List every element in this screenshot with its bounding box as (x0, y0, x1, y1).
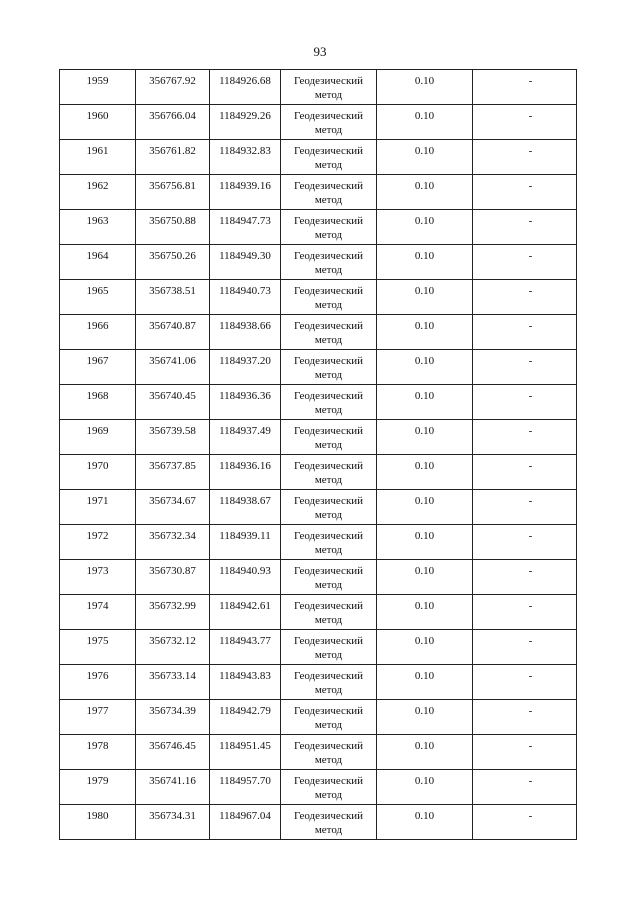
accuracy-cell: 0.10 (377, 210, 473, 245)
point-number-cell: 1964 (60, 245, 136, 280)
note-cell: - (473, 735, 577, 770)
accuracy-cell: 0.10 (377, 770, 473, 805)
accuracy-cell: 0.10 (377, 385, 473, 420)
accuracy-cell: 0.10 (377, 315, 473, 350)
method-line-2: метод (314, 299, 343, 311)
method-cell (281, 140, 377, 175)
table-row (60, 245, 577, 280)
method-cell (281, 420, 377, 455)
x-coordinate-cell: 356734.39 (136, 700, 210, 735)
method-line-1: Геодезический (293, 775, 364, 787)
accuracy-cell: 0.10 (377, 280, 473, 315)
accuracy-cell: 0.10 (377, 805, 473, 840)
y-coordinate-cell: 1184940.93 (210, 560, 281, 595)
point-number-cell: 1972 (60, 525, 136, 560)
point-number-cell: 1980 (60, 805, 136, 840)
method-line-2: метод (314, 369, 343, 381)
table-row (60, 595, 577, 630)
table-row (60, 770, 577, 805)
point-number-cell: 1971 (60, 490, 136, 525)
note-cell: - (473, 630, 577, 665)
note-cell: - (473, 385, 577, 420)
x-coordinate-cell: 356732.12 (136, 630, 210, 665)
note-cell: - (473, 455, 577, 490)
x-coordinate-cell: 356734.31 (136, 805, 210, 840)
method-cell (281, 350, 377, 385)
method-line-2: метод (314, 124, 343, 136)
y-coordinate-cell: 1184943.83 (210, 665, 281, 700)
y-coordinate-cell: 1184929.26 (210, 105, 281, 140)
method-cell (281, 525, 377, 560)
note-cell: - (473, 105, 577, 140)
point-number-cell: 1975 (60, 630, 136, 665)
y-coordinate-cell: 1184942.61 (210, 595, 281, 630)
note-cell: - (473, 70, 577, 105)
table-row (60, 805, 577, 840)
method-line-1: Геодезический (293, 460, 364, 472)
method-line-1: Геодезический (293, 740, 364, 752)
accuracy-cell: 0.10 (377, 140, 473, 175)
note-cell: - (473, 805, 577, 840)
y-coordinate-cell: 1184942.79 (210, 700, 281, 735)
accuracy-cell: 0.10 (377, 70, 473, 105)
method-line-1: Геодезический (293, 75, 364, 87)
method-cell (281, 385, 377, 420)
accuracy-cell: 0.10 (377, 105, 473, 140)
x-coordinate-cell: 356756.81 (136, 175, 210, 210)
method-line-1: Геодезический (293, 600, 364, 612)
x-coordinate-cell: 356741.16 (136, 770, 210, 805)
method-line-2: метод (314, 89, 343, 101)
table-row (60, 385, 577, 420)
method-line-2: метод (314, 159, 343, 171)
table-row (60, 140, 577, 175)
accuracy-cell: 0.10 (377, 595, 473, 630)
method-line-1: Геодезический (293, 565, 364, 577)
x-coordinate-cell: 356737.85 (136, 455, 210, 490)
method-cell (281, 630, 377, 665)
method-line-2: метод (314, 754, 343, 766)
accuracy-cell: 0.10 (377, 175, 473, 210)
accuracy-cell: 0.10 (377, 525, 473, 560)
method-line-2: метод (314, 649, 343, 661)
y-coordinate-cell: 1184938.66 (210, 315, 281, 350)
y-coordinate-cell: 1184936.36 (210, 385, 281, 420)
x-coordinate-cell: 356738.51 (136, 280, 210, 315)
method-cell (281, 805, 377, 840)
note-cell: - (473, 315, 577, 350)
accuracy-cell: 0.10 (377, 700, 473, 735)
method-cell (281, 280, 377, 315)
x-coordinate-cell: 356761.82 (136, 140, 210, 175)
accuracy-cell: 0.10 (377, 245, 473, 280)
method-line-1: Геодезический (293, 285, 364, 297)
accuracy-cell: 0.10 (377, 630, 473, 665)
y-coordinate-cell: 1184938.67 (210, 490, 281, 525)
method-line-2: метод (314, 439, 343, 451)
method-line-1: Геодезический (293, 635, 364, 647)
point-number-cell: 1974 (60, 595, 136, 630)
method-cell (281, 560, 377, 595)
table-row (60, 665, 577, 700)
note-cell: - (473, 595, 577, 630)
y-coordinate-cell: 1184967.04 (210, 805, 281, 840)
method-line-2: метод (314, 824, 343, 836)
method-line-2: метод (314, 719, 343, 731)
method-line-2: метод (314, 684, 343, 696)
method-cell (281, 455, 377, 490)
method-line-1: Геодезический (293, 320, 364, 332)
note-cell: - (473, 175, 577, 210)
page-number: 93 (313, 44, 327, 59)
method-line-2: метод (314, 509, 343, 521)
method-line-2: метод (314, 544, 343, 556)
y-coordinate-cell: 1184932.83 (210, 140, 281, 175)
x-coordinate-cell: 356734.67 (136, 490, 210, 525)
note-cell: - (473, 210, 577, 245)
method-line-1: Геодезический (293, 145, 364, 157)
table-row (60, 735, 577, 770)
note-cell: - (473, 280, 577, 315)
table-row (60, 560, 577, 595)
y-coordinate-cell: 1184939.16 (210, 175, 281, 210)
point-number-cell: 1963 (60, 210, 136, 245)
table-row (60, 70, 577, 105)
note-cell: - (473, 770, 577, 805)
method-line-2: метод (314, 579, 343, 591)
point-number-cell: 1965 (60, 280, 136, 315)
point-number-cell: 1961 (60, 140, 136, 175)
method-cell (281, 70, 377, 105)
note-cell: - (473, 245, 577, 280)
x-coordinate-cell: 356732.99 (136, 595, 210, 630)
method-cell (281, 210, 377, 245)
method-line-1: Геодезический (293, 530, 364, 542)
table-body (60, 70, 577, 840)
y-coordinate-cell: 1184940.73 (210, 280, 281, 315)
x-coordinate-cell: 356740.45 (136, 385, 210, 420)
table-row (60, 490, 577, 525)
accuracy-cell: 0.10 (377, 560, 473, 595)
y-coordinate-cell: 1184957.70 (210, 770, 281, 805)
method-line-1: Геодезический (293, 390, 364, 402)
note-cell: - (473, 665, 577, 700)
point-number-cell: 1962 (60, 175, 136, 210)
note-cell: - (473, 560, 577, 595)
point-number-cell: 1959 (60, 70, 136, 105)
method-cell (281, 315, 377, 350)
method-line-2: метод (314, 614, 343, 626)
method-cell (281, 770, 377, 805)
method-line-1: Геодезический (293, 425, 364, 437)
table-row (60, 315, 577, 350)
x-coordinate-cell: 356741.06 (136, 350, 210, 385)
y-coordinate-cell: 1184939.11 (210, 525, 281, 560)
table-row (60, 210, 577, 245)
y-coordinate-cell: 1184937.49 (210, 420, 281, 455)
note-cell: - (473, 525, 577, 560)
x-coordinate-cell: 356767.92 (136, 70, 210, 105)
note-cell: - (473, 140, 577, 175)
method-line-1: Геодезический (293, 705, 364, 717)
table-row (60, 630, 577, 665)
note-cell: - (473, 350, 577, 385)
method-line-1: Геодезический (293, 495, 364, 507)
x-coordinate-cell: 356740.87 (136, 315, 210, 350)
method-line-1: Геодезический (293, 250, 364, 262)
method-line-2: метод (314, 229, 343, 241)
y-coordinate-cell: 1184926.68 (210, 70, 281, 105)
method-cell (281, 245, 377, 280)
point-number-cell: 1967 (60, 350, 136, 385)
x-coordinate-cell: 356730.87 (136, 560, 210, 595)
method-cell (281, 175, 377, 210)
method-line-2: метод (314, 334, 343, 346)
method-cell (281, 700, 377, 735)
point-number-cell: 1979 (60, 770, 136, 805)
point-number-cell: 1976 (60, 665, 136, 700)
method-line-1: Геодезический (293, 180, 364, 192)
table-row (60, 525, 577, 560)
x-coordinate-cell: 356750.88 (136, 210, 210, 245)
x-coordinate-cell: 356732.34 (136, 525, 210, 560)
method-cell (281, 665, 377, 700)
table-row (60, 175, 577, 210)
table-row (60, 420, 577, 455)
x-coordinate-cell: 356739.58 (136, 420, 210, 455)
point-number-cell: 1977 (60, 700, 136, 735)
method-line-2: метод (314, 789, 343, 801)
point-number-cell: 1960 (60, 105, 136, 140)
point-number-cell: 1973 (60, 560, 136, 595)
method-line-2: метод (314, 264, 343, 276)
point-number-cell: 1968 (60, 385, 136, 420)
x-coordinate-cell: 356746.45 (136, 735, 210, 770)
point-number-cell: 1970 (60, 455, 136, 490)
note-cell: - (473, 420, 577, 455)
y-coordinate-cell: 1184951.45 (210, 735, 281, 770)
method-line-2: метод (314, 404, 343, 416)
accuracy-cell: 0.10 (377, 490, 473, 525)
method-line-1: Геодезический (293, 355, 364, 367)
point-number-cell: 1969 (60, 420, 136, 455)
method-cell (281, 735, 377, 770)
method-line-1: Геодезический (293, 110, 364, 122)
accuracy-cell: 0.10 (377, 420, 473, 455)
accuracy-cell: 0.10 (377, 665, 473, 700)
table-row (60, 105, 577, 140)
point-number-cell: 1978 (60, 735, 136, 770)
table-row (60, 455, 577, 490)
x-coordinate-cell: 356750.26 (136, 245, 210, 280)
note-cell: - (473, 490, 577, 525)
table-row (60, 280, 577, 315)
method-line-2: метод (314, 474, 343, 486)
table-row (60, 350, 577, 385)
y-coordinate-cell: 1184937.20 (210, 350, 281, 385)
note-cell: - (473, 700, 577, 735)
y-coordinate-cell: 1184936.16 (210, 455, 281, 490)
accuracy-cell: 0.10 (377, 350, 473, 385)
accuracy-cell: 0.10 (377, 455, 473, 490)
x-coordinate-cell: 356766.04 (136, 105, 210, 140)
table-row (60, 700, 577, 735)
method-cell (281, 105, 377, 140)
method-line-1: Геодезический (293, 670, 364, 682)
x-coordinate-cell: 356733.14 (136, 665, 210, 700)
method-cell (281, 595, 377, 630)
method-cell (281, 490, 377, 525)
method-line-1: Геодезический (293, 215, 364, 227)
y-coordinate-cell: 1184947.73 (210, 210, 281, 245)
point-number-cell: 1966 (60, 315, 136, 350)
y-coordinate-cell: 1184943.77 (210, 630, 281, 665)
coordinates-table (59, 69, 577, 840)
accuracy-cell: 0.10 (377, 735, 473, 770)
method-line-1: Геодезический (293, 810, 364, 822)
y-coordinate-cell: 1184949.30 (210, 245, 281, 280)
method-line-2: метод (314, 194, 343, 206)
